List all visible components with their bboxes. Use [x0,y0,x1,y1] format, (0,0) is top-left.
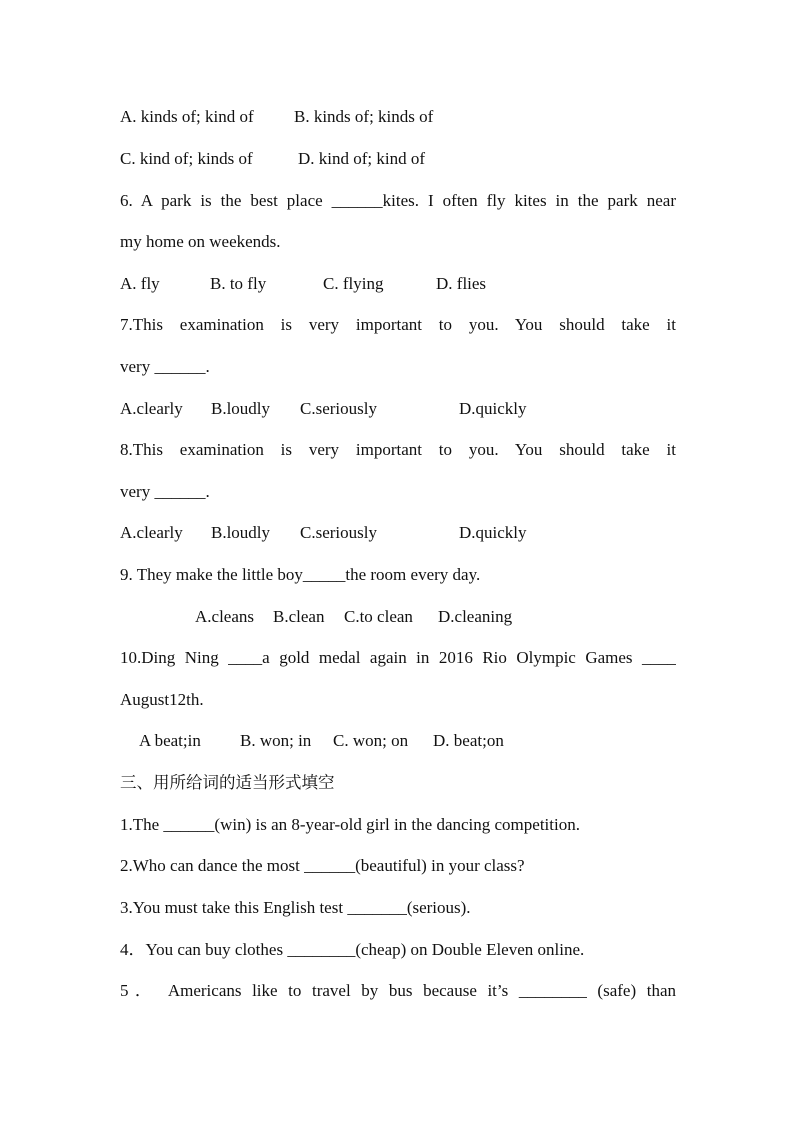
option-a: A.cleans [195,607,255,626]
option-a: A.clearly [120,523,183,542]
option-d: D.quickly [459,399,527,418]
q6-stem-line-1: 6. A park is the best place ______kites. I often fly kites in the park near [120,191,676,210]
q8-stem-line-1: 8.This examination is very important to you. You should take it [120,440,676,459]
option-b: B. won; in [240,731,312,750]
q7-stem-line-2: very ______. [120,357,210,376]
section-heading: 三、用所给词的适当形式填空 [120,773,335,792]
q7-stem-line-1: 7.This examination is very important to you. You should take it [120,315,676,334]
option-a: A. kinds of; kind of [120,107,254,126]
option-c: C. won; on [333,731,409,750]
q9-stem: 9. They make the little boy_____the room every day. [120,565,481,584]
q7-options [120,398,676,420]
option-b: B.loudly [211,523,271,542]
q6-options [120,273,676,295]
option-c: C. flying [323,274,384,293]
q9-options [195,606,595,628]
option-d: D.cleaning [438,607,513,626]
fill-item-2: 2.Who can dance the most ______(beautiful) in your class? [120,856,525,875]
fill-item-5: 5． Americans like to travel by bus because it’s ________ (safe) than [120,981,676,1000]
option-b: B.loudly [211,399,271,418]
fill-item-3: 3.You must take this English test _______(serious). [120,898,471,917]
q5-options-row-2 [120,148,676,170]
fill-item-1: 1.The ______(win) is an 8-year-old girl in the dancing competition. [120,815,580,834]
option-b: B. to fly [210,274,267,293]
q10-stem-line-2: August12th. [120,690,204,709]
option-c: C. kind of; kinds of [120,149,253,168]
option-d: D. kind of; kind of [298,149,426,168]
option-c: C.seriously [300,523,377,542]
option-c: C.to clean [344,607,413,626]
option-b: B. kinds of; kinds of [294,107,434,126]
q5-options-row-1 [120,106,676,128]
fill-item-4: 4．You can buy clothes ________(cheap) on Double Eleven online. [120,940,585,959]
option-d: D. beat;on [433,731,504,750]
option-a: A beat;in [139,731,201,750]
q10-options [139,730,559,752]
option-d: D. flies [436,274,487,293]
option-d: D.quickly [459,523,527,542]
option-c: C.seriously [300,399,377,418]
q6-stem-line-2: my home on weekends. [120,232,281,251]
option-b: B.clean [273,607,325,626]
q10-stem-line-1: 10.Ding Ning ____a gold medal again in 2016 Rio Olympic Games ____ [120,648,676,667]
option-a: A. fly [120,274,160,293]
q8-options [120,522,676,544]
q8-stem-line-2: very ______. [120,482,210,501]
option-a: A.clearly [120,399,183,418]
